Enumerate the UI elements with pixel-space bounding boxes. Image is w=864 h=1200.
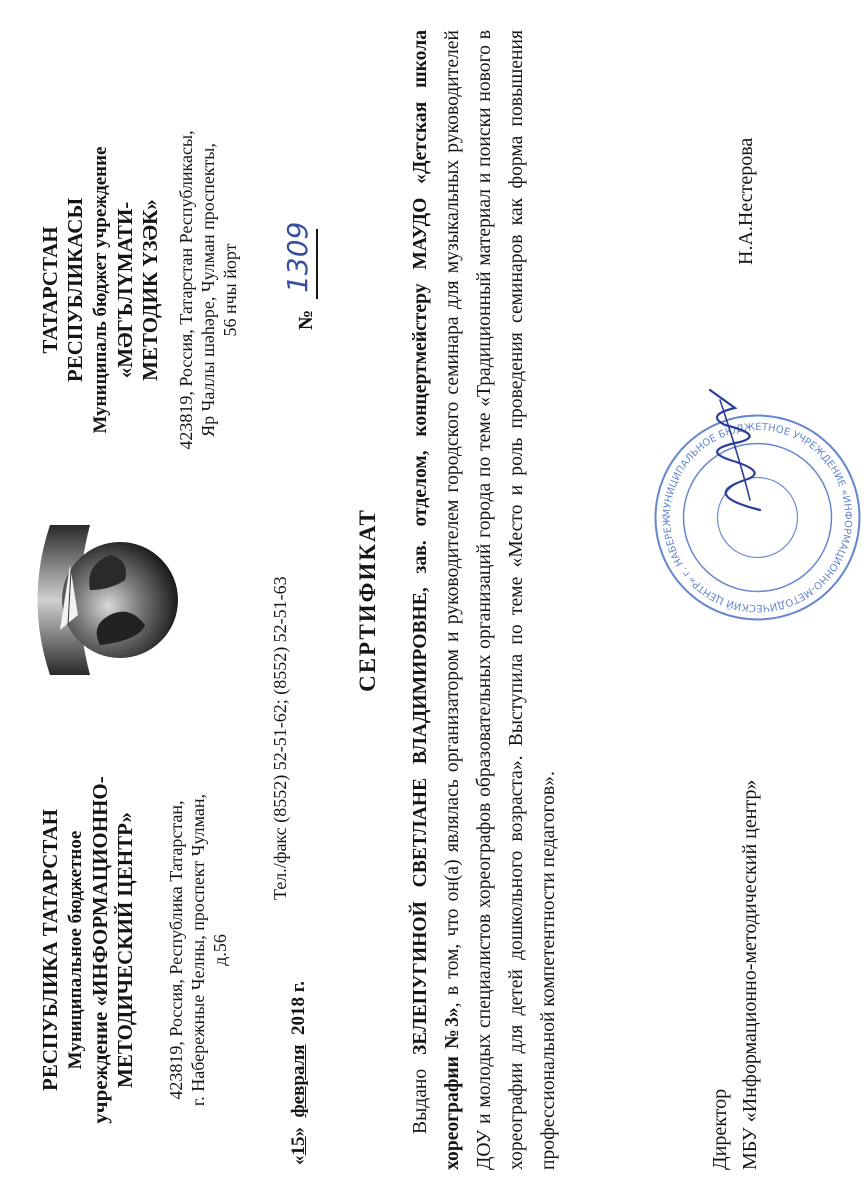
right-header-line4: «МӘГЪЛҮМАТИ- [113,201,137,379]
left-header-line1: РЕСПУБЛИКА ТАТАРСТАН [38,809,62,1091]
left-address-line1: 423819, Россия, Республика Татарстан, [166,800,186,1100]
registration-label: № [295,309,317,330]
date-close-quote: » [288,1127,309,1137]
date-open-quote: « [288,1155,309,1165]
left-header-line2: Муниципальное бюджетное [65,830,86,1070]
right-address-line1: 423819, Россия, Татарстан Республикасы, [176,130,196,450]
left-address-line3: д.56 [210,934,230,966]
right-address-line2: Яр Чаллы шәһәре, Чулман проспекты, [198,143,218,437]
signatory-position [705,780,765,1170]
signatory-name: Н.А.Нестерова [735,137,757,265]
recipient-name: ЗЕЛЕПУГИНОЙ СВЕТЛАНЕ ВЛАДИМИРОВНЕ, зав. отделом, концертмейстеру МАУДО «Детская школа хореографии №3» [410,30,463,1170]
right-header-line3: Муниципаль бюджет учреждение [90,146,111,434]
registration-line [281,221,318,299]
date-year: 2018 г. [288,980,309,1035]
left-header-line3: учреждение «ИНФОРМАЦИОННО- [88,776,112,1124]
right-header-line5: МЕТОДИК ҮЗӘК» [138,199,162,381]
left-telephone: Тел./факс (8552) 52-51-62; (8552) 52-51-63 [270,576,290,900]
handwritten-signature [690,380,780,520]
right-header [38,80,163,500]
right-header-line1: ТАТАРСТАН [38,226,62,354]
right-address-line3: 56 нчы йорт [220,243,240,337]
left-header [38,735,138,1165]
signatory-position-line1: Директор [709,1088,731,1170]
stamp-ring-text: МУНИЦИПАЛЬНОЕ БЮДЖЕТНОЕ УЧРЕЖДЕНИЕ «ИНФОРМАЦИОННО-МЕТОДИЧЕСКИЙ ЦЕНТР» г. НАБЕРЕЖ [661,421,854,614]
signature-scribble-icon [690,380,780,520]
issue-date [288,981,310,1165]
registration-handwritten-number: 1309 [281,221,314,293]
left-address-line2: г. Набережные Челны, проспект Чулман, [188,793,208,1107]
date-month: февраля [288,1044,309,1118]
certificate-text-main: , в том, что он(а) являлась организатором и руководителем городского семинара для музыкальных руководителей ДОУ и молодых специалистов хореографов образовательных организаций города по теме «Традиционный материал и поиски нового в хореографии для детей дошкольного возраста». Выступила по теме «Место и роль проведения семинаров как форма повышения профессиональной компетентности педагогов». [442,30,559,1170]
globe-quill-logo-icon [30,515,180,685]
registration-number [281,221,318,330]
date-day: 15 [288,1136,309,1156]
right-address [175,80,241,500]
issued-word: Выдано [410,1068,431,1134]
certificate-title: СЕРТИФИКАТ [355,508,380,692]
logo [30,515,180,685]
certificate-text [405,30,565,1170]
left-header-line4: МЕТОДИЧЕСКИЙ ЦЕНТР» [113,812,137,1088]
certificate-body [405,30,565,1170]
signatory-position-line2: МБУ «Информационно-методический центр» [739,779,761,1170]
right-header-line2: РЕСПУБЛИКАСЫ [63,197,87,383]
left-address [165,735,231,1165]
